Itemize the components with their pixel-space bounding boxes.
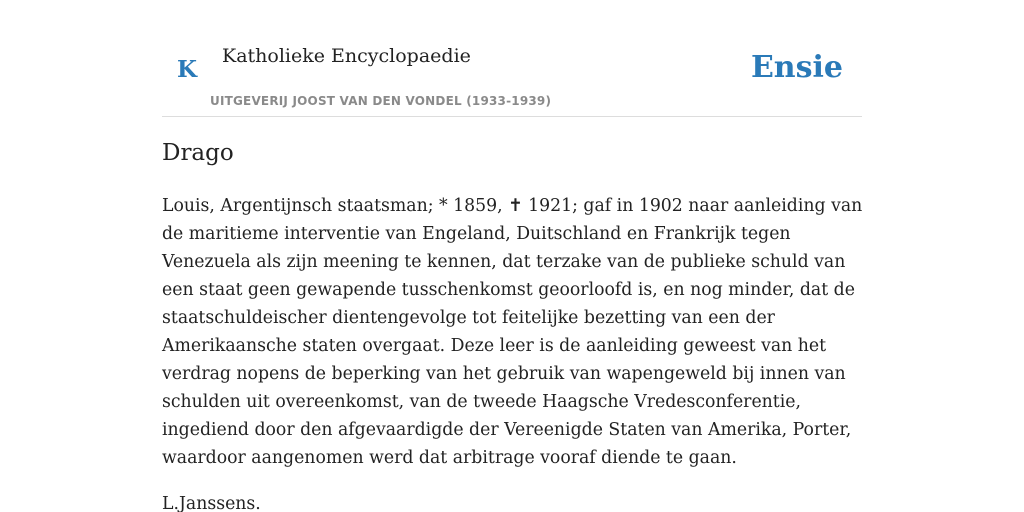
encyclopedia-title[interactable]: Katholieke Encyclopaedie (222, 45, 471, 67)
publisher-subtitle: UITGEVERIJ JOOST VAN DEN VONDEL (1933-1939) (210, 94, 552, 108)
article-body: Louis, Argentijnsch staatsman; * 1859, ✝ 1921; gaf in 1902 naar aanleiding van de maritieme interventie van Engeland, Duitschland en Frankrijk tegen Venezuela als zijn meening te kennen, dat terzake van de publieke schuld van een staat geen gewapende tusschenkomst geoorloofd is, en nog minder, dat de staatschuldeischer dientengevolge tot feitelijke bezetting van een der Amerikaansche staten overgaat. Deze leer is de aanleiding geweest van het verdrag nopens de beperking van het gebruik van wapengeweld bij innen van schulden uit overeenkomst, van de tweede Haagsche Vredesconferentie, ingediend door den afgevaardigde der Vereenigde Staten van Amerika, Porter, waardoor aangenomen werd dat arbitrage vooraf diende te gaan. (162, 196, 863, 468)
article-author: L.Janssens. (162, 494, 261, 512)
header (162, 0, 862, 117)
ensie-logo-link[interactable]: Ensie (750, 50, 843, 85)
page (162, 0, 863, 512)
encyclopedia-logo-icon[interactable]: K (177, 56, 197, 83)
article-title: Drago (162, 140, 234, 166)
